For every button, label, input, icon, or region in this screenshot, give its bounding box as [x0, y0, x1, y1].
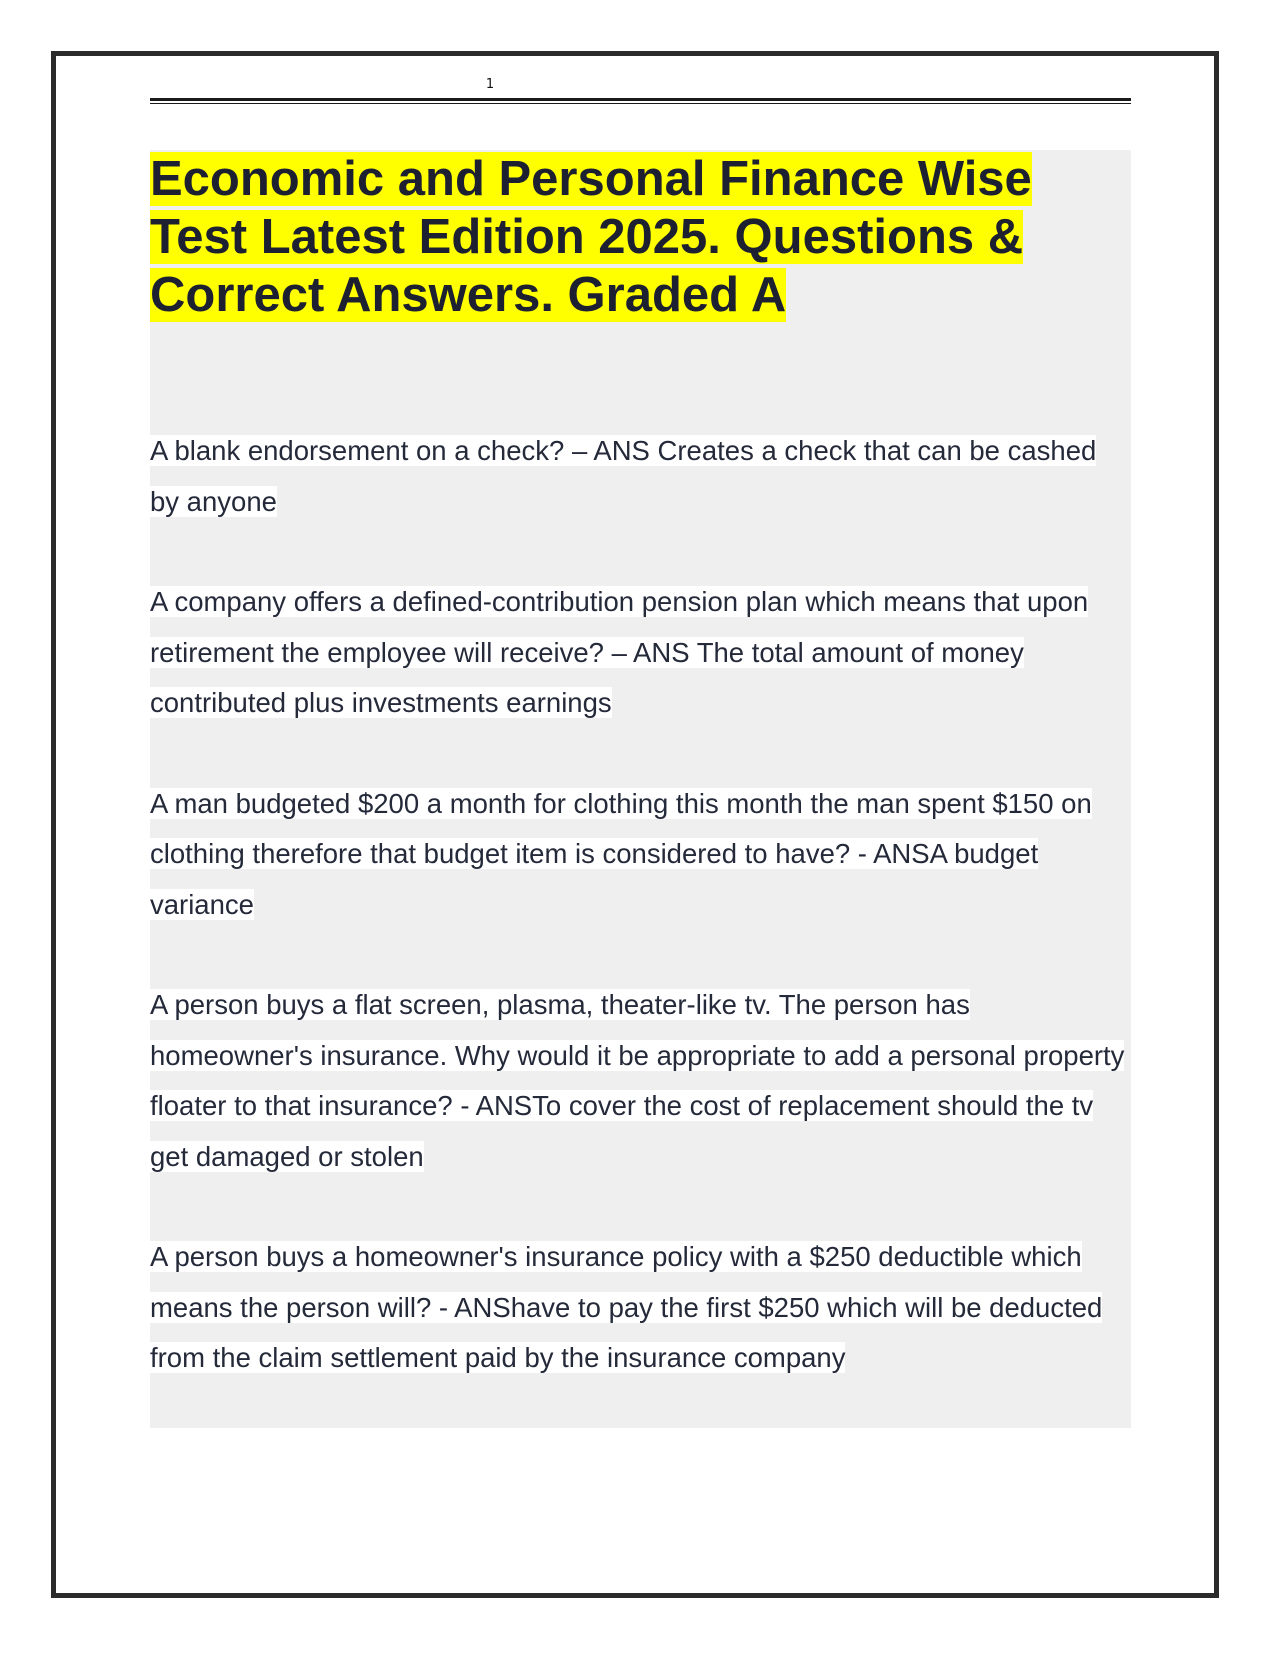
document-title — [150, 150, 1131, 324]
document-title-text: Economic and Personal Finance Wise Test Latest Edition 2025. Questions & Correct Answers. Graded A — [150, 152, 1032, 322]
qa-item-text: A person buys a flat screen, plasma, theater-like tv. The person has homeowner's insurance. Why would it be appropriate to add a personal property floater to that insurance? - ANSTo cover the cost of replacement should the tv get damaged or stolen — [150, 989, 1125, 1172]
qa-item — [150, 577, 1131, 729]
qa-item-text: A blank endorsement on a check? – ANS Creates a check that can be cashed by anyone — [150, 435, 1097, 517]
qa-item-text: A person buys a homeowner's insurance policy with a $250 deductible which means the person will? - ANShave to pay the first $250 which will be deducted from the claim settlement paid by the insurance company — [150, 1241, 1103, 1373]
qa-item — [150, 779, 1131, 931]
qa-item — [150, 980, 1131, 1182]
qa-list — [150, 426, 1131, 1434]
header-rule-secondary — [150, 103, 1131, 104]
page-number: 1 — [485, 77, 495, 92]
qa-item — [150, 426, 1131, 527]
header-rule — [150, 98, 1131, 101]
qa-item — [150, 1232, 1131, 1384]
qa-item-text: A man budgeted $200 a month for clothing this month the man spent $150 on clothing therefore that budget item is considered to have? - ANSA budget variance — [150, 787, 1092, 920]
qa-item-text: A company offers a defined-contribution pension plan which means that upon retirement the employee will receive? – ANS The total amount of money contributed plus investments earnings — [150, 586, 1089, 718]
